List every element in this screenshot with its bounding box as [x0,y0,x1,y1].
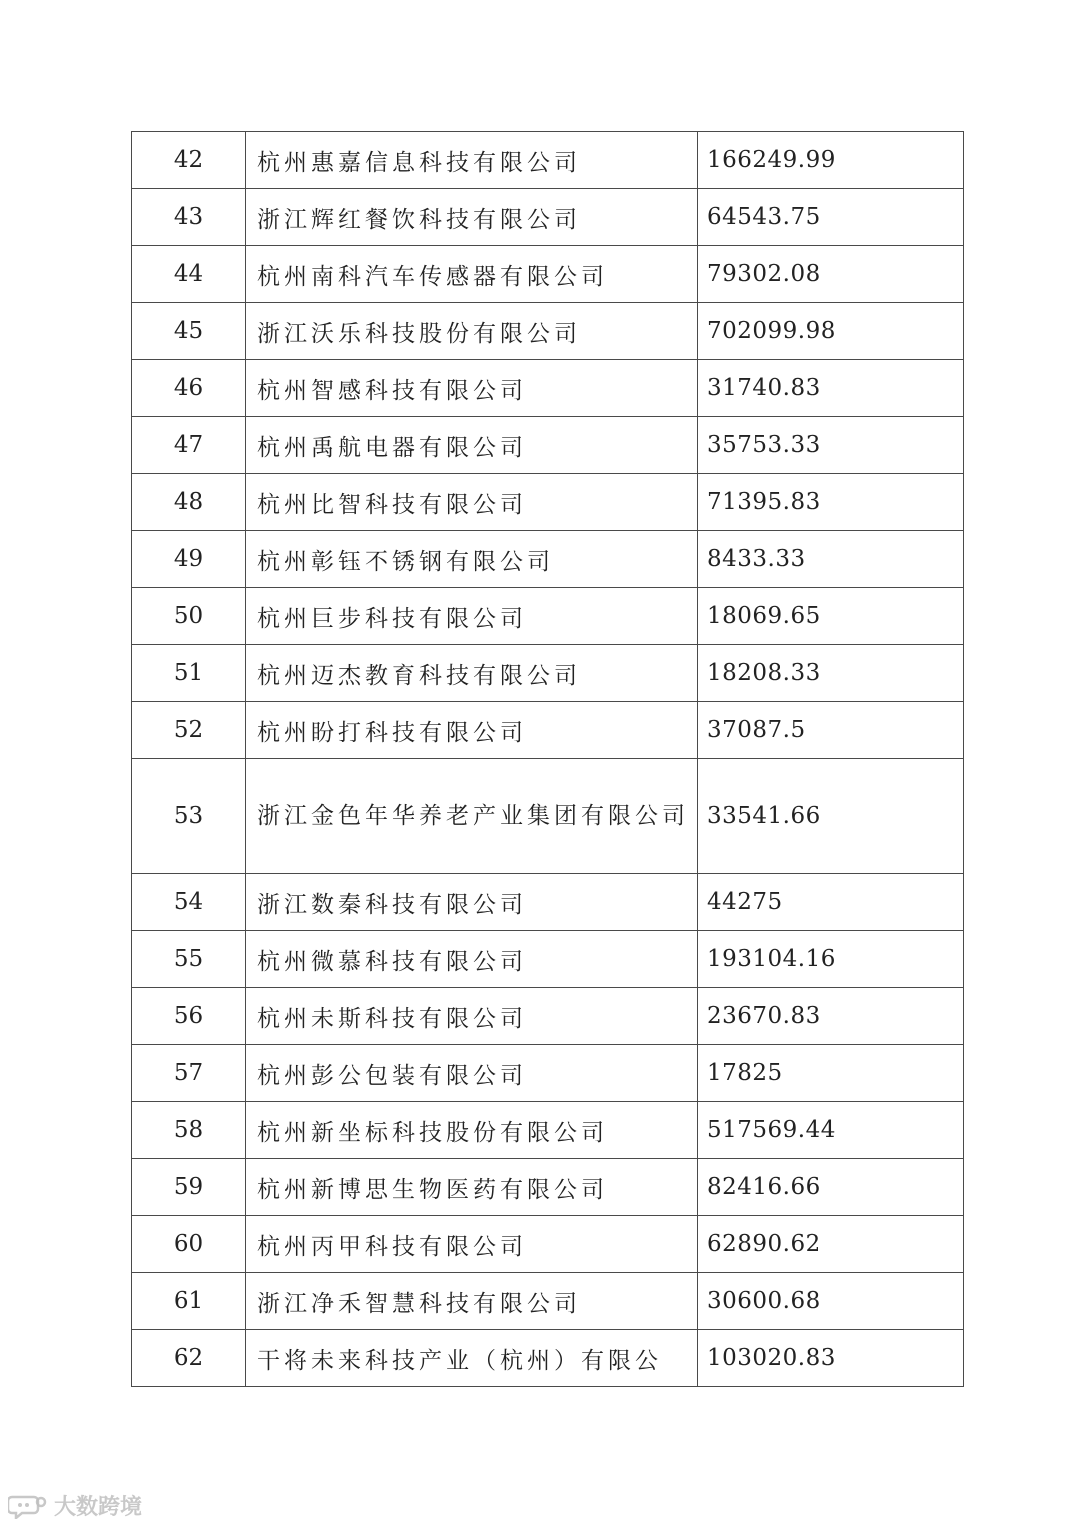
watermark-text: 大数跨境 [54,1495,143,1520]
company-name: 杭州彰钰不锈钢有限公司 [246,531,698,588]
amount-value: 71395.83 [698,474,964,531]
table-body [132,132,964,1387]
row-number: 60 [132,1216,246,1273]
company-name: 杭州智感科技有限公司 [246,360,698,417]
row-number: 47 [132,417,246,474]
company-amount-table [131,131,964,1387]
table-row [132,588,964,645]
row-number: 48 [132,474,246,531]
amount-value: 702099.98 [698,303,964,360]
amount-value: 79302.08 [698,246,964,303]
company-name: 杭州禹航电器有限公司 [246,417,698,474]
row-number: 45 [132,303,246,360]
watermark [8,1490,142,1521]
company-name: 杭州惠嘉信息科技有限公司 [246,132,698,189]
row-number: 46 [132,360,246,417]
amount-value: 103020.83 [698,1330,964,1387]
table-row [132,1216,964,1273]
chat-bubble-icon [8,1493,48,1519]
amount-value: 30600.68 [698,1273,964,1330]
company-name: 杭州迈杰教育科技有限公司 [246,645,698,702]
table-row [132,645,964,702]
table-row [132,246,964,303]
company-name: 浙江数秦科技有限公司 [246,874,698,931]
row-number: 61 [132,1273,246,1330]
company-name: 杭州彭公包装有限公司 [246,1045,698,1102]
amount-value: 166249.99 [698,132,964,189]
row-number: 44 [132,246,246,303]
amount-value: 62890.62 [698,1216,964,1273]
table-row [132,988,964,1045]
company-name: 杭州南科汽车传感器有限公司 [246,246,698,303]
table-row [132,1159,964,1216]
row-number: 59 [132,1159,246,1216]
table-row [132,1045,964,1102]
amount-value: 44275 [698,874,964,931]
row-number: 54 [132,874,246,931]
table-row [132,303,964,360]
table-row [132,360,964,417]
amount-value: 23670.83 [698,988,964,1045]
company-name: 浙江辉红餐饮科技有限公司 [246,189,698,246]
amount-value: 17825 [698,1045,964,1102]
table-row [132,132,964,189]
company-name: 浙江金色年华养老产业集团有限公司 [246,759,698,874]
amount-value: 18208.33 [698,645,964,702]
amount-value: 18069.65 [698,588,964,645]
table-row [132,931,964,988]
row-number: 42 [132,132,246,189]
table-row [132,1330,964,1387]
amount-value: 8433.33 [698,531,964,588]
row-number: 57 [132,1045,246,1102]
row-number: 49 [132,531,246,588]
amount-value: 82416.66 [698,1159,964,1216]
table-row [132,759,964,874]
row-number: 56 [132,988,246,1045]
amount-value: 33541.66 [698,759,964,874]
table-row [132,874,964,931]
company-name: 浙江净禾智慧科技有限公司 [246,1273,698,1330]
row-number: 53 [132,759,246,874]
row-number: 51 [132,645,246,702]
amount-value: 37087.5 [698,702,964,759]
company-name: 杭州新博思生物医药有限公司 [246,1159,698,1216]
row-number: 50 [132,588,246,645]
amount-value: 35753.33 [698,417,964,474]
table-row [132,702,964,759]
company-name: 杭州未斯科技有限公司 [246,988,698,1045]
row-number: 52 [132,702,246,759]
company-name: 杭州新坐标科技股份有限公司 [246,1102,698,1159]
amount-value: 517569.44 [698,1102,964,1159]
company-name: 杭州盼打科技有限公司 [246,702,698,759]
amount-value: 31740.83 [698,360,964,417]
row-number: 55 [132,931,246,988]
amount-value: 193104.16 [698,931,964,988]
table-row [132,417,964,474]
company-name: 干将未来科技产业（杭州）有限公 [246,1330,698,1387]
amount-value: 64543.75 [698,189,964,246]
company-name: 杭州丙甲科技有限公司 [246,1216,698,1273]
table-row [132,474,964,531]
row-number: 43 [132,189,246,246]
table-row [132,189,964,246]
row-number: 62 [132,1330,246,1387]
row-number: 58 [132,1102,246,1159]
table-row [132,1102,964,1159]
company-name: 杭州微慕科技有限公司 [246,931,698,988]
company-name: 杭州巨步科技有限公司 [246,588,698,645]
table-row [132,531,964,588]
table-row [132,1273,964,1330]
company-name: 浙江沃乐科技股份有限公司 [246,303,698,360]
company-name: 杭州比智科技有限公司 [246,474,698,531]
